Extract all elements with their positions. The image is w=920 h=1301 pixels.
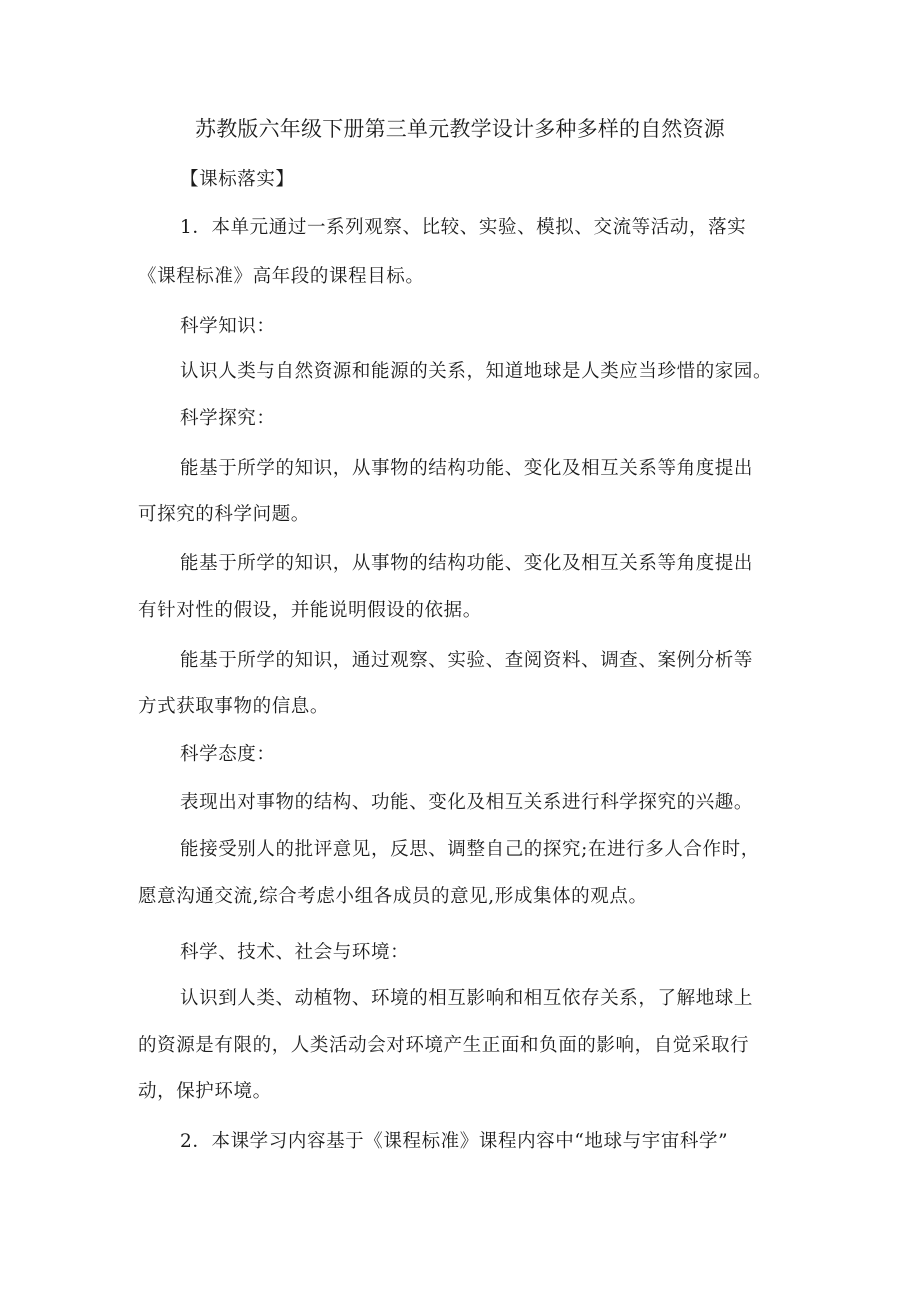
paragraph-line: 愿意沟通交流,综合考虑小组各成员的意见,形成集体的观点。 [138,886,648,907]
paragraph-line: 能基于所学的知识，通过观察、实验、查阅资料、调查、案例分析等 [180,650,754,671]
paragraph-line: 《课程标准》高年段的课程目标。 [138,266,425,287]
paragraph-line: 方式获取事物的信息。 [138,696,330,717]
paragraph-line: 认识到人类、动植物、环境的相互影响和相互依存关系，了解地球上 [180,988,754,1009]
subheading: 科学态度： [180,744,276,765]
paragraph-line: 动，保护环境。 [138,1081,272,1102]
paragraph-line: 的资源是有限的，人类活动会对环境产生正面和负面的影响，自觉采取行 [138,1035,750,1056]
subheading: 科学、技术、社会与环境： [180,942,410,963]
paragraph-line: 可探究的科学问题。 [138,504,310,525]
paragraph-line: 1．本单元通过一系列观察、比较、实验、模拟、交流等活动，落实 [180,217,747,238]
paragraph-line: 能基于所学的知识，从事物的结构功能、变化及相互关系等角度提出 [180,458,754,479]
paragraph-line: 能接受别人的批评意见，反思、调整自己的探究;在进行多人合作时， [180,839,760,860]
section-heading: 【课标落实】 [180,169,295,190]
paragraph-line: 有针对性的假设，并能说明假设的依据。 [138,600,482,621]
document-title: 苏教版六年级下册第三单元教学设计多种多样的自然资源 [195,117,725,141]
paragraph-line: 表现出对事物的结构、功能、变化及相互关系进行科学探究的兴趣。 [180,792,754,813]
paragraph-line: 2．本课学习内容基于《课程标准》课程内容中“地球与宇宙科学” [180,1131,729,1152]
paragraph-line: 认识人类与自然资源和能源的关系，知道地球是人类应当珍惜的家园。 [180,361,773,382]
paragraph-line: 能基于所学的知识，从事物的结构功能、变化及相互关系等角度提出 [180,553,754,574]
subheading: 科学探究： [180,408,276,429]
subheading: 科学知识： [180,316,276,337]
